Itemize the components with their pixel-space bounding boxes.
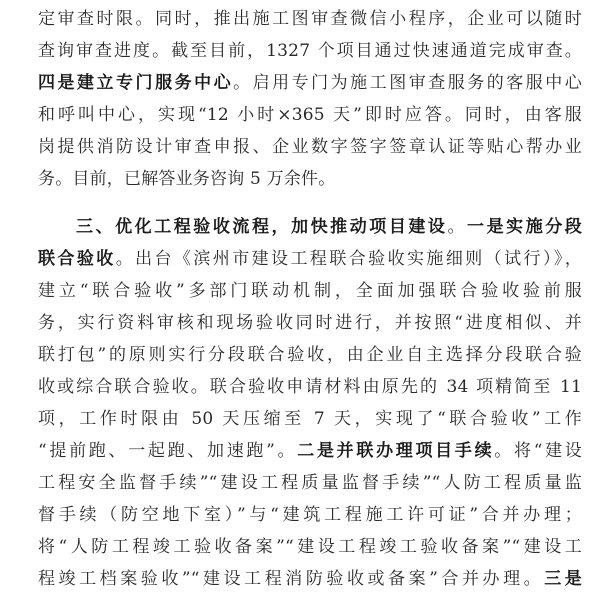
text-segment: 定审查时限。同时，推出施工图审查微信小程序，企业可以随时 — [38, 9, 582, 29]
text-line — [38, 70, 582, 96]
text-line — [38, 134, 582, 160]
text-segment: 务，实行资料审核和现场验收同时进行，并按照“进度相似、并 — [38, 313, 582, 333]
text-line — [38, 246, 582, 272]
text-segment: 。出台《滨州市建设工程联合验收实施细则（试行）》， — [115, 249, 582, 269]
text-segment: 程竣工档案验收”“建设工程消防验收或备案”合并办理。 — [38, 569, 545, 589]
bold-text-segment: 三、优化工程验收流程，加快推动项目建设 — [76, 217, 448, 237]
text-segment: 项，工作时限由 50 天压缩至 7 天，实现了“联合验收”工作 — [38, 409, 582, 429]
text-line — [38, 534, 582, 560]
text-line — [38, 6, 582, 32]
bold-text-segment: 联合验收 — [38, 249, 116, 269]
text-line — [38, 38, 582, 64]
text-segment: 和呼叫中心，实现“12 小时×365 天”即时应答。同时，由客服 — [38, 105, 582, 125]
bold-text-segment: 二是并联办理项目手续 — [297, 441, 495, 461]
text-line — [38, 470, 582, 496]
text-segment: 建立“联合验收”多部门联动机制，全面加强联合验收验前服 — [38, 281, 582, 301]
text-segment: 工程安全监督手续”“建设工程质量监督手续”“人防工程质量监 — [38, 473, 582, 493]
text-line — [38, 310, 582, 336]
text-line — [38, 566, 582, 592]
text-line — [38, 342, 582, 368]
bold-text-segment: 三是 — [544, 569, 582, 589]
text-line — [38, 374, 582, 400]
text-segment: 查询审查进度。截至目前，1327 个项目通过快速通道完成审查。 — [38, 41, 582, 61]
text-line — [38, 166, 582, 192]
text-line — [38, 102, 582, 128]
bold-text-segment: 一是实施分段 — [467, 217, 582, 237]
text-segment: 。启用专门为施工图审查服务的客服中心 — [233, 73, 582, 93]
text-line — [76, 214, 582, 240]
text-segment: 。 — [447, 217, 468, 237]
bold-text-segment: 四是建立专门服务中心 — [38, 73, 234, 93]
text-segment: 将“人防工程竣工验收备案”“建设工程竣工验收备案”“建设工 — [38, 537, 582, 557]
text-line — [38, 278, 582, 304]
text-segment: 收或综合联合验收。联合验收申请材料由原先的 34 项精简至 11 — [38, 377, 582, 397]
text-segment: 岗提供消防设计审查申报、企业数字签字签章认证等贴心帮办业 — [38, 137, 582, 157]
text-line — [38, 502, 582, 528]
text-segment: 。将“建设 — [494, 441, 582, 461]
text-line — [38, 406, 582, 432]
text-segment: 务。目前，已解答业务咨询 5 万余件。 — [38, 169, 336, 189]
text-segment: 督手续（防空地下室）”与“建筑工程施工许可证”合并办理； — [38, 505, 582, 525]
text-line — [38, 438, 582, 464]
text-segment: “提前跑、一起跑、加速跑”。 — [38, 441, 298, 461]
text-segment: 联打包”的原则实行分段联合验收，由企业自主选择分段联合验 — [38, 345, 582, 365]
